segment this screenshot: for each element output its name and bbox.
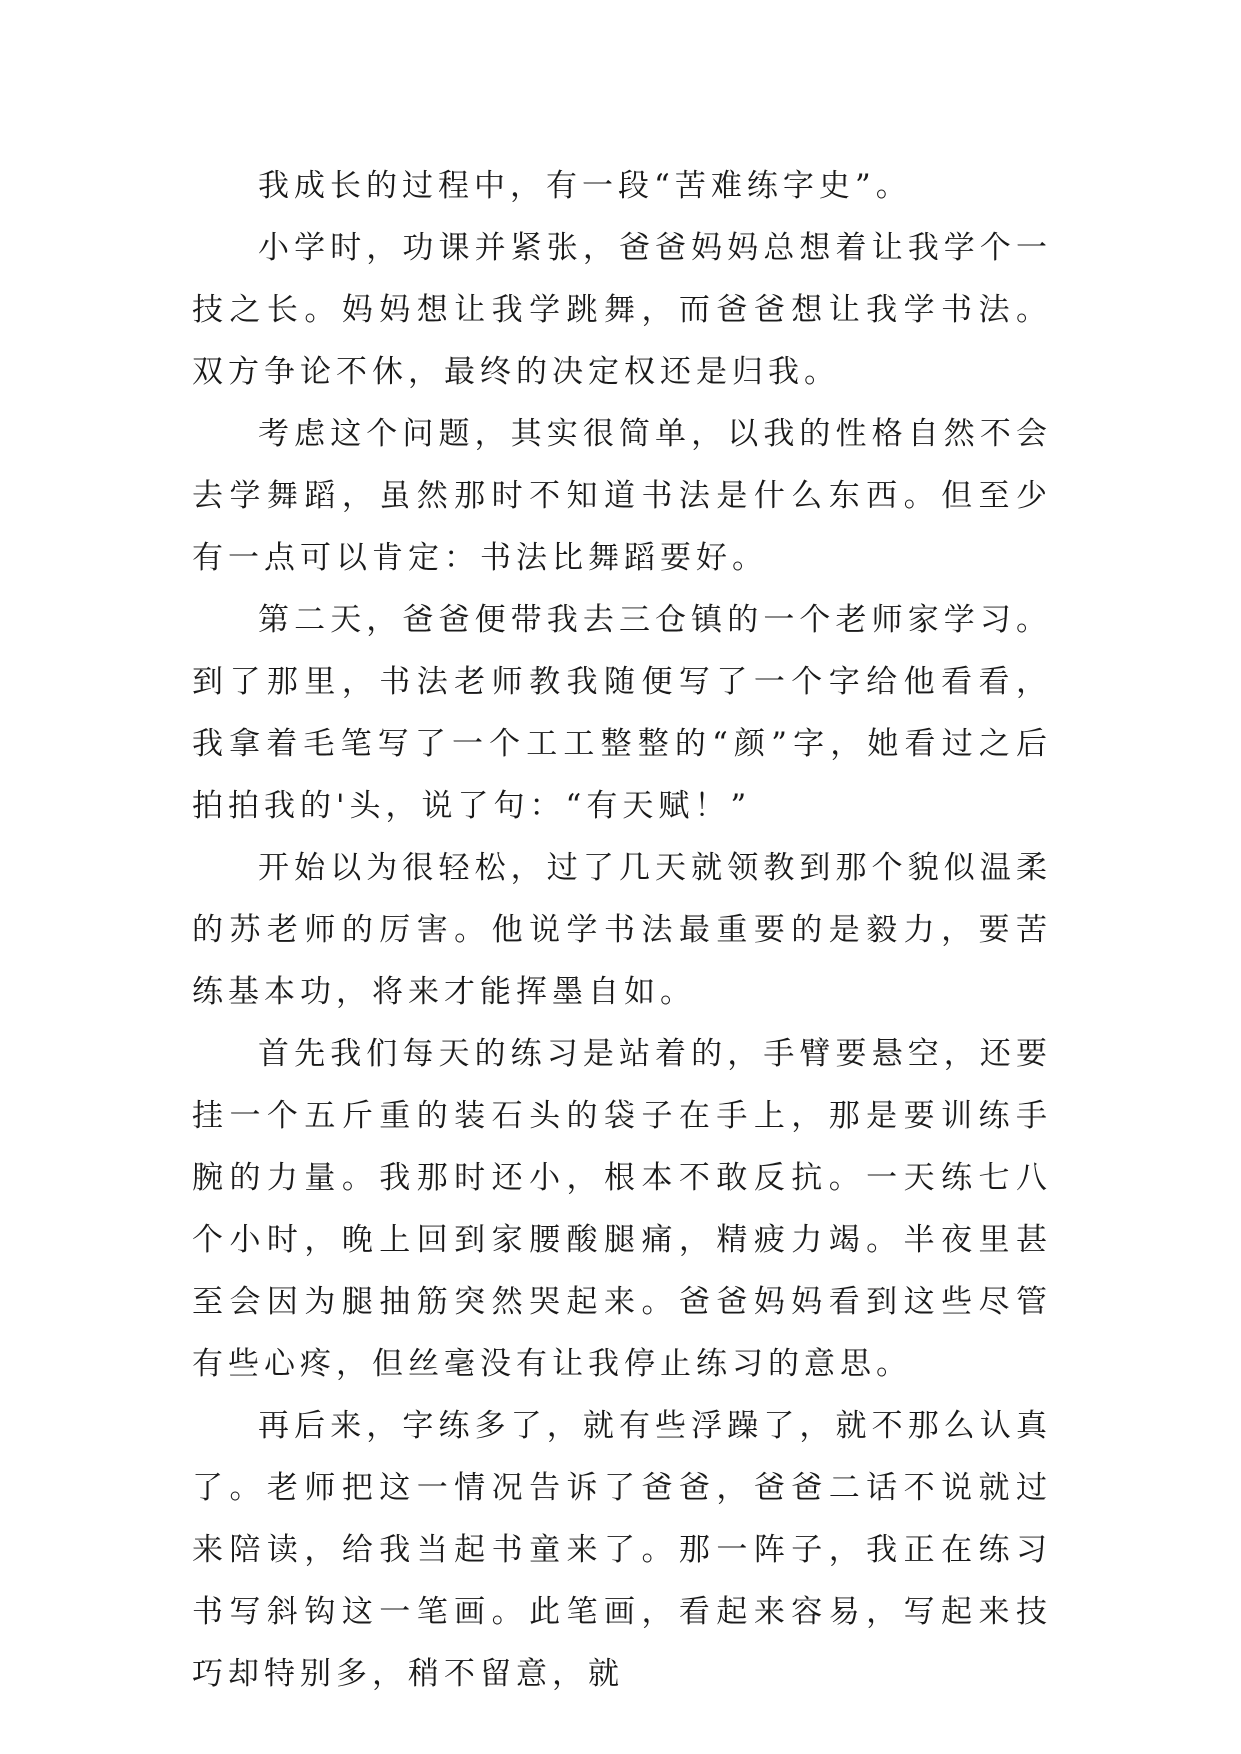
paragraph-7: 再后来，字练多了，就有些浮躁了，就不那么认真了。老师把这一情况告诉了爸爸，爸爸二话不说就过来陪读，给我当起书童来了。那一阵子，我正在练习书写斜钩这一笔画。此笔画，看起来容易，写起来技巧却特别多，稍不留意，就 bbox=[192, 1408, 1052, 1692]
paragraph-6: 首先我们每天的练习是站着的，手臂要悬空，还要挂一个五斤重的装石头的袋子在手上，那是要训练手腕的力量。我那时还小，根本不敢反抗。一天练七八个小时，晚上回到家腰酸腿痛，精疲力竭。半夜里甚至会因为腿抽筋突然哭起来。爸爸妈妈看到这些尽管有些心疼，但丝毫没有让我停止练习的意思。 bbox=[192, 1036, 1052, 1382]
paragraph-2: 小学时，功课并紧张，爸爸妈妈总想着让我学个一技之长。妈妈想让我学跳舞，而爸爸想让我学书法。双方争论不休，最终的决定权还是归我。 bbox=[192, 230, 1052, 390]
paragraph-3: 考虑这个问题，其实很简单，以我的性格自然不会去学舞蹈，虽然那时不知道书法是什么东西。但至少有一点可以肯定：书法比舞蹈要好。 bbox=[192, 416, 1052, 576]
paragraph-1: 我成长的过程中，有一段“苦难练字史”。 bbox=[258, 168, 912, 204]
document-body bbox=[192, 155, 1052, 1705]
paragraph-4: 第二天，爸爸便带我去三仓镇的一个老师家学习。到了那里，书法老师教我随便写了一个字给他看看，我拿着毛笔写了一个工工整整的“颜”字，她看过之后拍拍我的'头，说了句：“有天赋！” bbox=[192, 602, 1052, 824]
paragraph-5: 开始以为很轻松，过了几天就领教到那个貌似温柔的苏老师的厉害。他说学书法最重要的是毅力，要苦练基本功，将来才能挥墨自如。 bbox=[192, 850, 1052, 1010]
